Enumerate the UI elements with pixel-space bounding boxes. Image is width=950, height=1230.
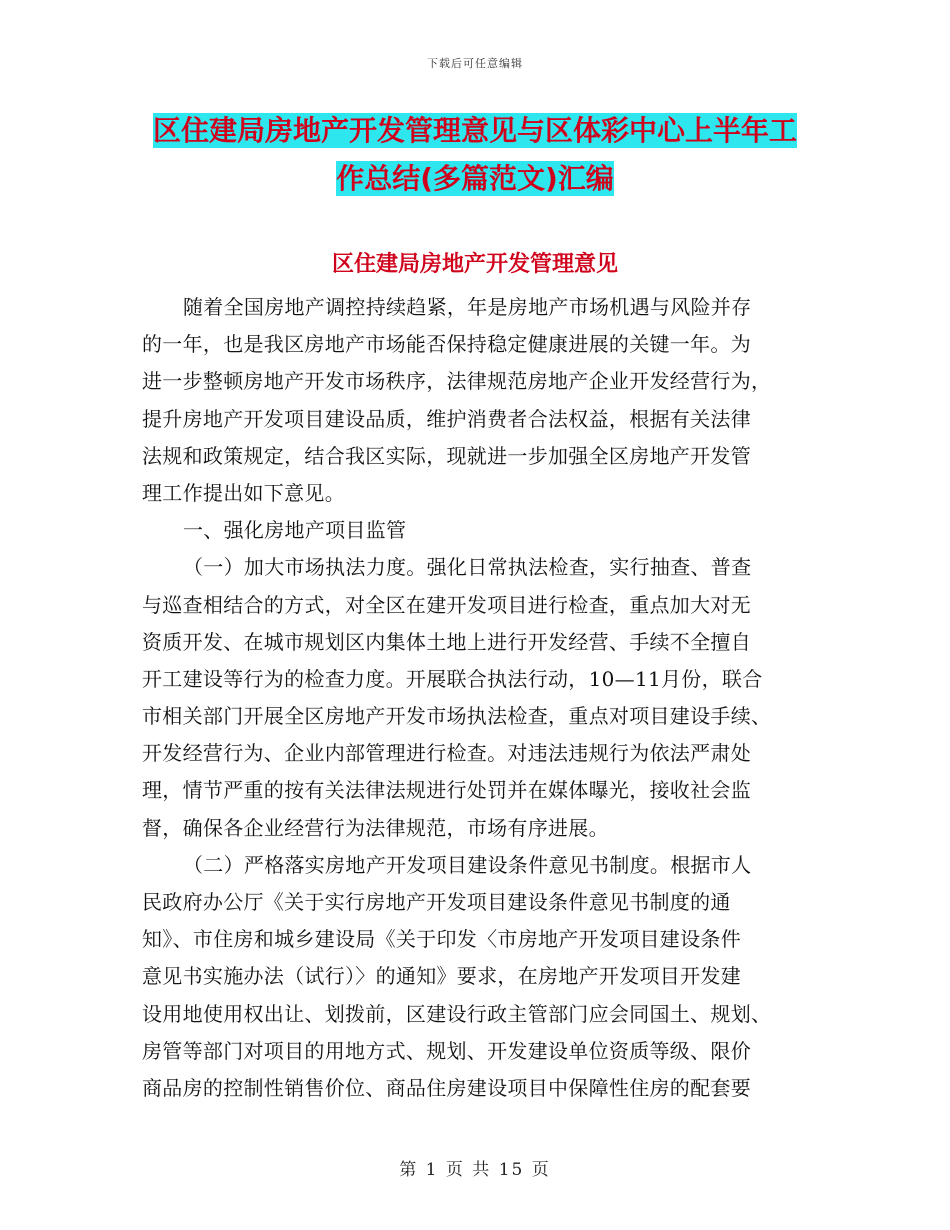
body-line: 开发经营行为、企业内部管理进行检查。对违法违规行为依法严肃处 [142,741,751,766]
body-line: 知》、市住房和城乡建设局《关于印发〈市房地产开发项目建设条件 [142,927,741,952]
body-line: 的一年，也是我区房地产市场能否保持稳定健康进展的关键一年。为 [142,332,751,357]
body-line: 理工作提出如下意见。 [142,480,345,505]
body-line: 意见书实施办法（试行）〉的通知》要求，在房地产开发项目开发建 [142,964,741,989]
body-line: 开工建设等行为的检查力度。开展联合执法行动，10—11月份，联合 [142,666,763,691]
body-line: 理，情节严重的按有关法律法规进行处罚并在媒体曝光，接收社会监 [142,778,751,803]
body-line: 设用地使用权出让、划拨前，区建设行政主管部门应会同国土、规划、 [142,1001,772,1026]
body-line: 商品房的控制性销售价位、商品住房建设项目中保障性住房的配套要 [142,1075,751,1100]
body-line: 随着全国房地产调控持续趋紧，年是房地产市场机遇与风险并存 [183,295,752,319]
document-title-line-2: 作总结(多篇范文)汇编 [336,162,614,195]
body-text [142,289,807,1107]
body-line: 资质开发、在城市规划区内集体土地上进行开发经营、手续不全擅自 [142,629,751,654]
body-line: 督，确保各企业经营行为法律规范，市场有序进展。 [142,815,609,840]
body-line: 房管等部门对项目的用地方式、规划、开发建设单位资质等级、限价 [142,1038,751,1063]
document-title [130,107,820,203]
body-line: 法规和政策规定，结合我区实际，现就进一步加强全区房地产开发管 [142,443,751,468]
body-line: 提升房地产开发项目建设品质，维护消费者合法权益，根据有关法律 [142,406,751,431]
page-footer: 第 1 页 共 15 页 [399,1160,551,1180]
section-title: 区住建局房地产开发管理意见 [331,252,618,277]
body-line: （二）严格落实房地产开发项目建设条件意见书制度。根据市人 [183,852,752,877]
body-line: 进一步整顿房地产开发市场秩序，法律规范房地产企业开发经营行为， [142,369,772,394]
header-note: 下载后可任意编辑 [427,57,523,70]
document-title-line-1: 区住建局房地产开发管理意见与区体彩中心上半年工 [152,114,797,147]
body-line: 民政府办公厅《关于实行房地产开发项目建设条件意见书制度的通 [142,890,731,914]
body-line: 市相关部门开展全区房地产开发市场执法检查，重点对项目建设手续、 [142,704,772,729]
body-line-heading: 一、强化房地产项目监管 [183,518,407,543]
body-line: 与巡查相结合的方式，对全区在建开发项目进行检查，重点加大对无 [142,592,751,617]
body-line: （一）加大市场执法力度。强化日常执法检查，实行抽查、普查 [183,555,752,580]
